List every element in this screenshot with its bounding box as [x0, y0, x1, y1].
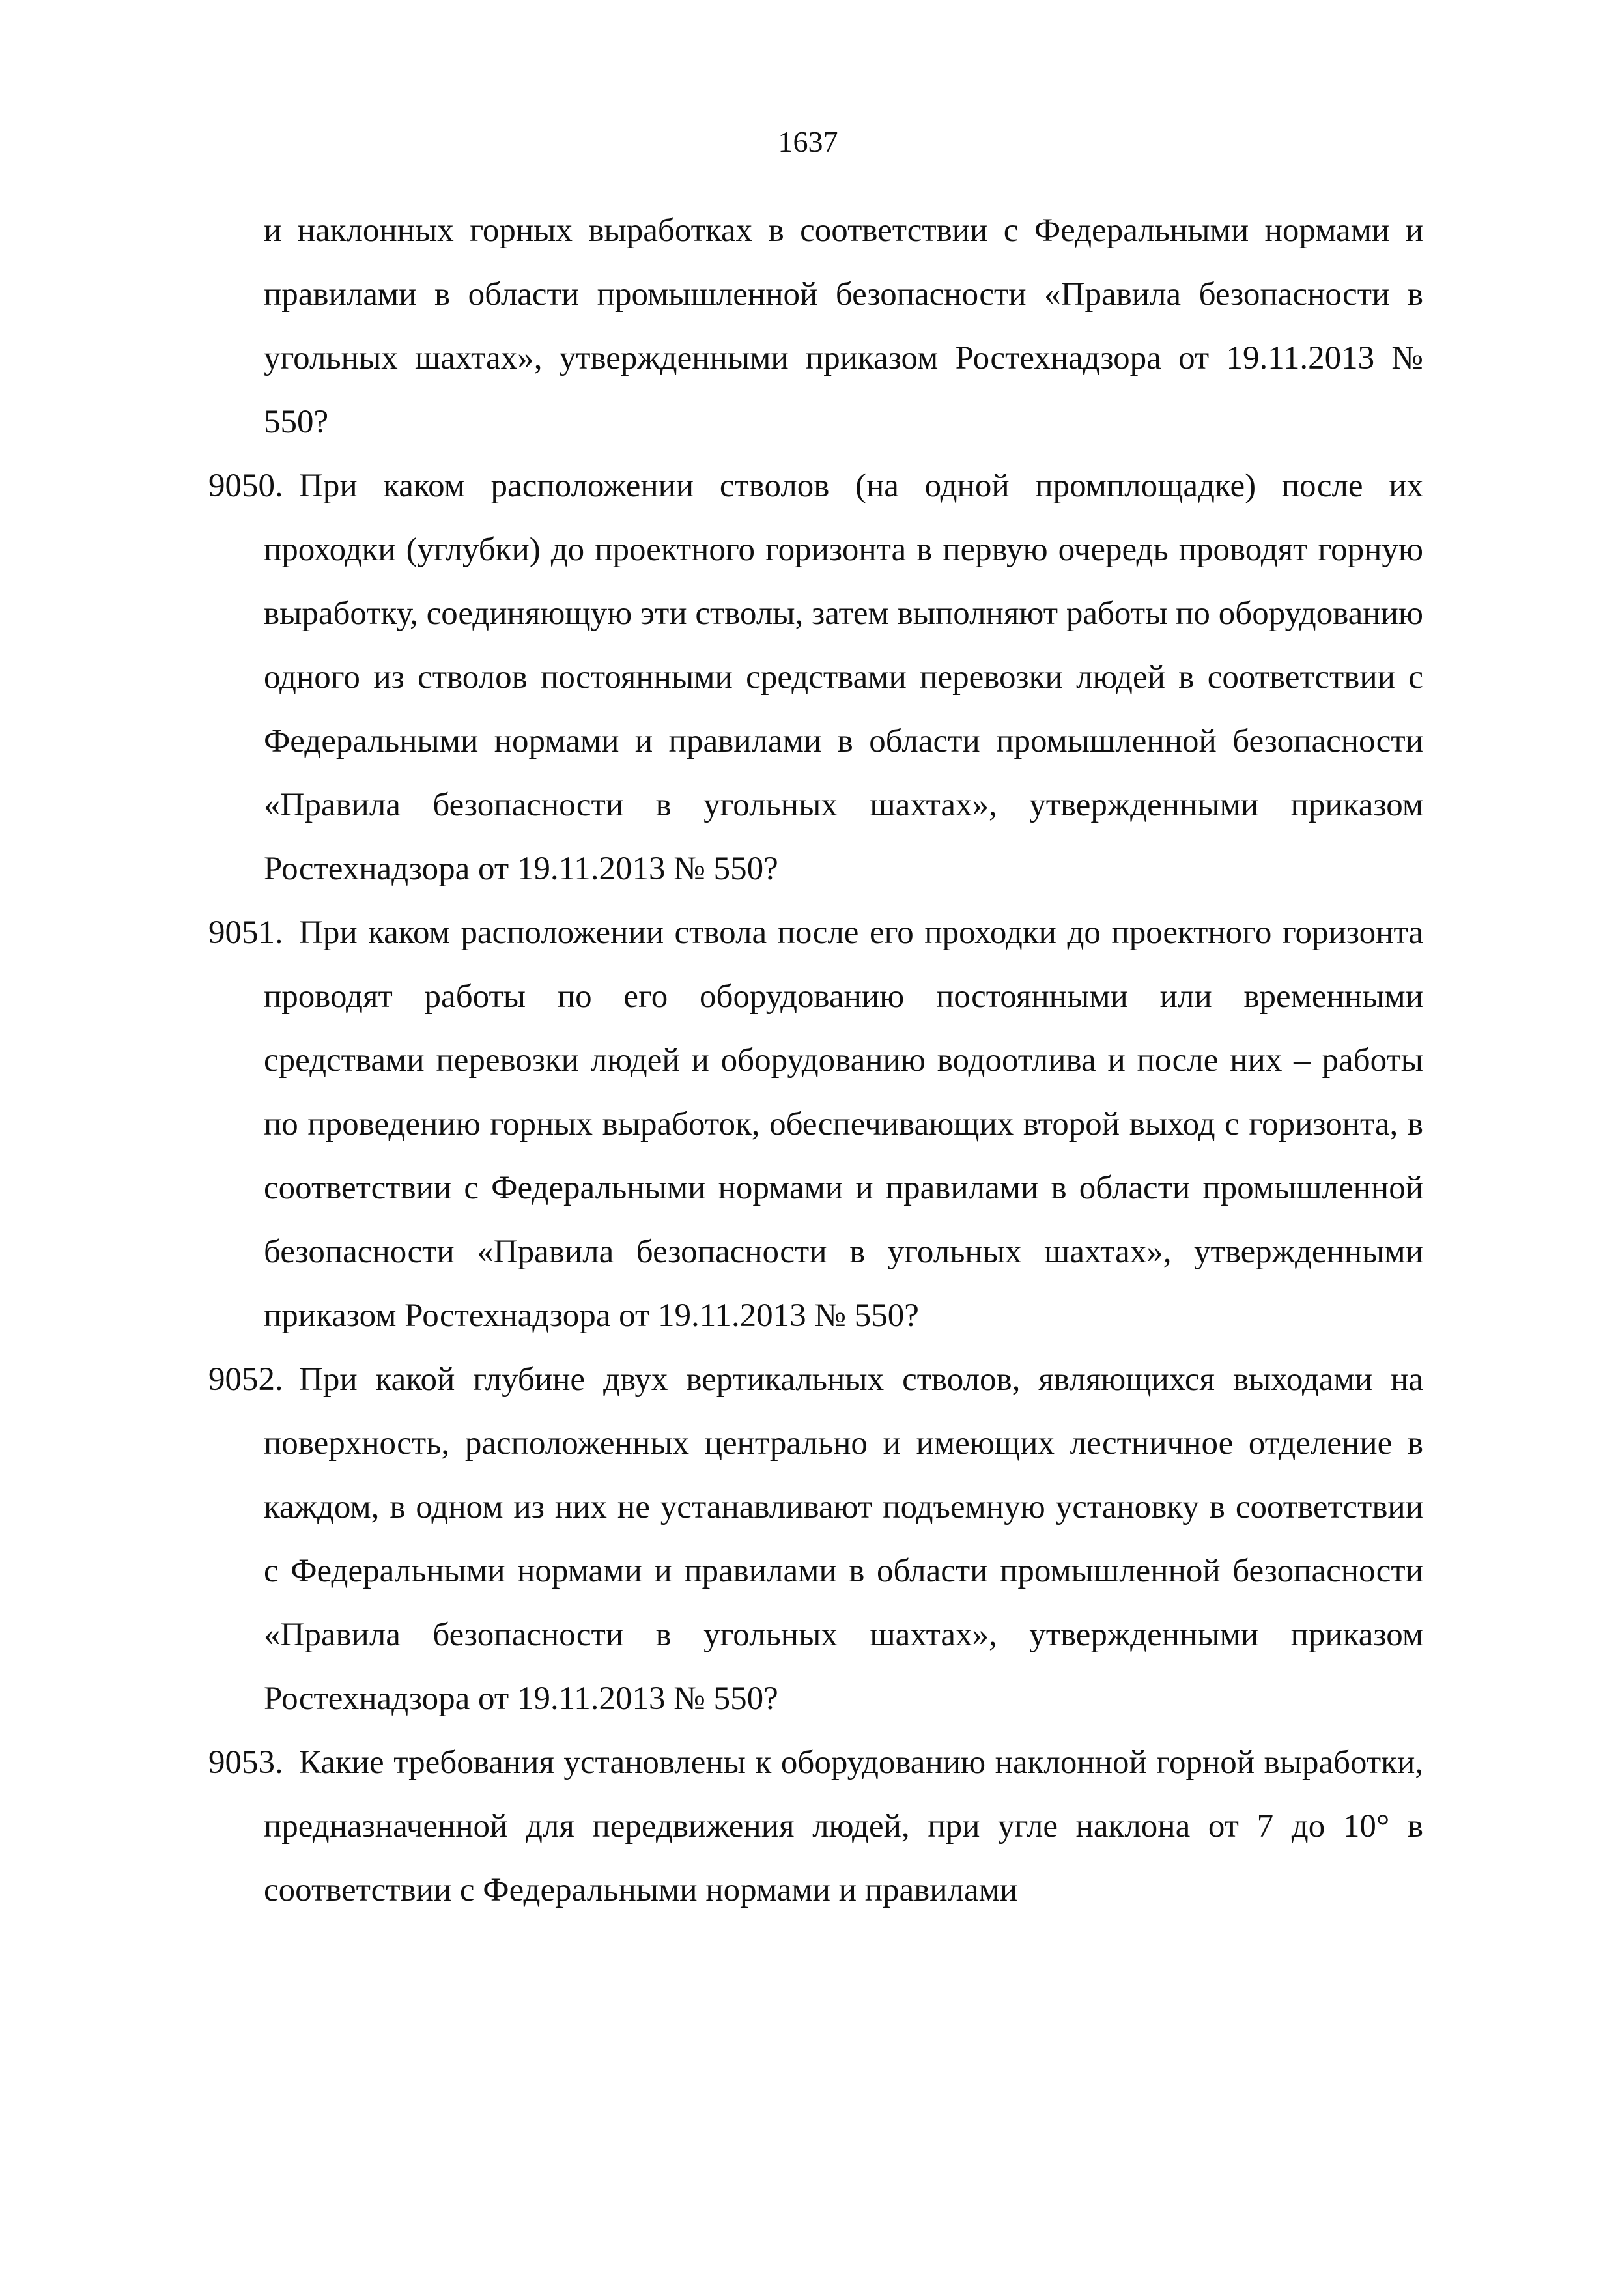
- continuation-paragraph: и наклонных горных выработках в соответствии с Федеральными нормами и правилами в области промышленной безопасности «Правила безопасности в угольных шахтах», утвержденными приказом Ростехнадзора от 19.11.2013 № 550?: [264, 212, 1423, 440]
- page-number: 1637: [778, 125, 838, 158]
- question-9051: [208, 901, 1423, 1348]
- page-content: [208, 199, 1423, 1922]
- question-text: При каком расположении стволов (на одной промплощадке) после их проходки (углубки) до проектного горизонта в первую очередь проводят горную выработку, соединяющую эти стволы, затем выполняют работы по оборудованию одного из стволов постоянными средствами перевозки людей в соответствии с Федеральными нормами и правилами в области промышленной безопасности «Правила безопасности в угольных шахтах», утвержденными приказом Ростехнадзора от 19.11.2013 № 550?: [264, 468, 1423, 887]
- question-number: 9050.: [208, 468, 283, 504]
- question-9050: [208, 454, 1423, 901]
- question-text: При какой глубине двух вертикальных стволов, являющихся выходами на поверхность, расположенных центрально и имеющих лестничное отделение в каждом, в одном из них не устанавливают подъемную установку в соответствии с Федеральными нормами и правилами в области промышленной безопасности «Правила безопасности в угольных шахтах», утвержденными приказом Ростехнадзора от 19.11.2013 № 550?: [264, 1361, 1423, 1717]
- question-text: Какие требования установлены к оборудованию наклонной горной выработки, предназначенной для передвижения людей, при угле наклона от 7 до 10° в соответствии с Федеральными нормами и правилами: [264, 1744, 1423, 1908]
- question-number: 9052.: [208, 1361, 283, 1398]
- question-number: 9051.: [208, 914, 283, 951]
- question-number: 9053.: [208, 1744, 283, 1781]
- question-9052: [208, 1348, 1423, 1731]
- question-text: При каком расположении ствола после его проходки до проектного горизонта проводят работы по его оборудованию постоянными или временными средствами перевозки людей и оборудованию водоотлива и после них – работы по проведению горных выработок, обеспечивающих второй выход с горизонта, в соответствии с Федеральными нормами и правилами в области промышленной безопасности «Правила безопасности в угольных шахтах», утвержденными приказом Ростехнадзора от 19.11.2013 № 550?: [264, 914, 1423, 1334]
- question-9053: [208, 1731, 1423, 1922]
